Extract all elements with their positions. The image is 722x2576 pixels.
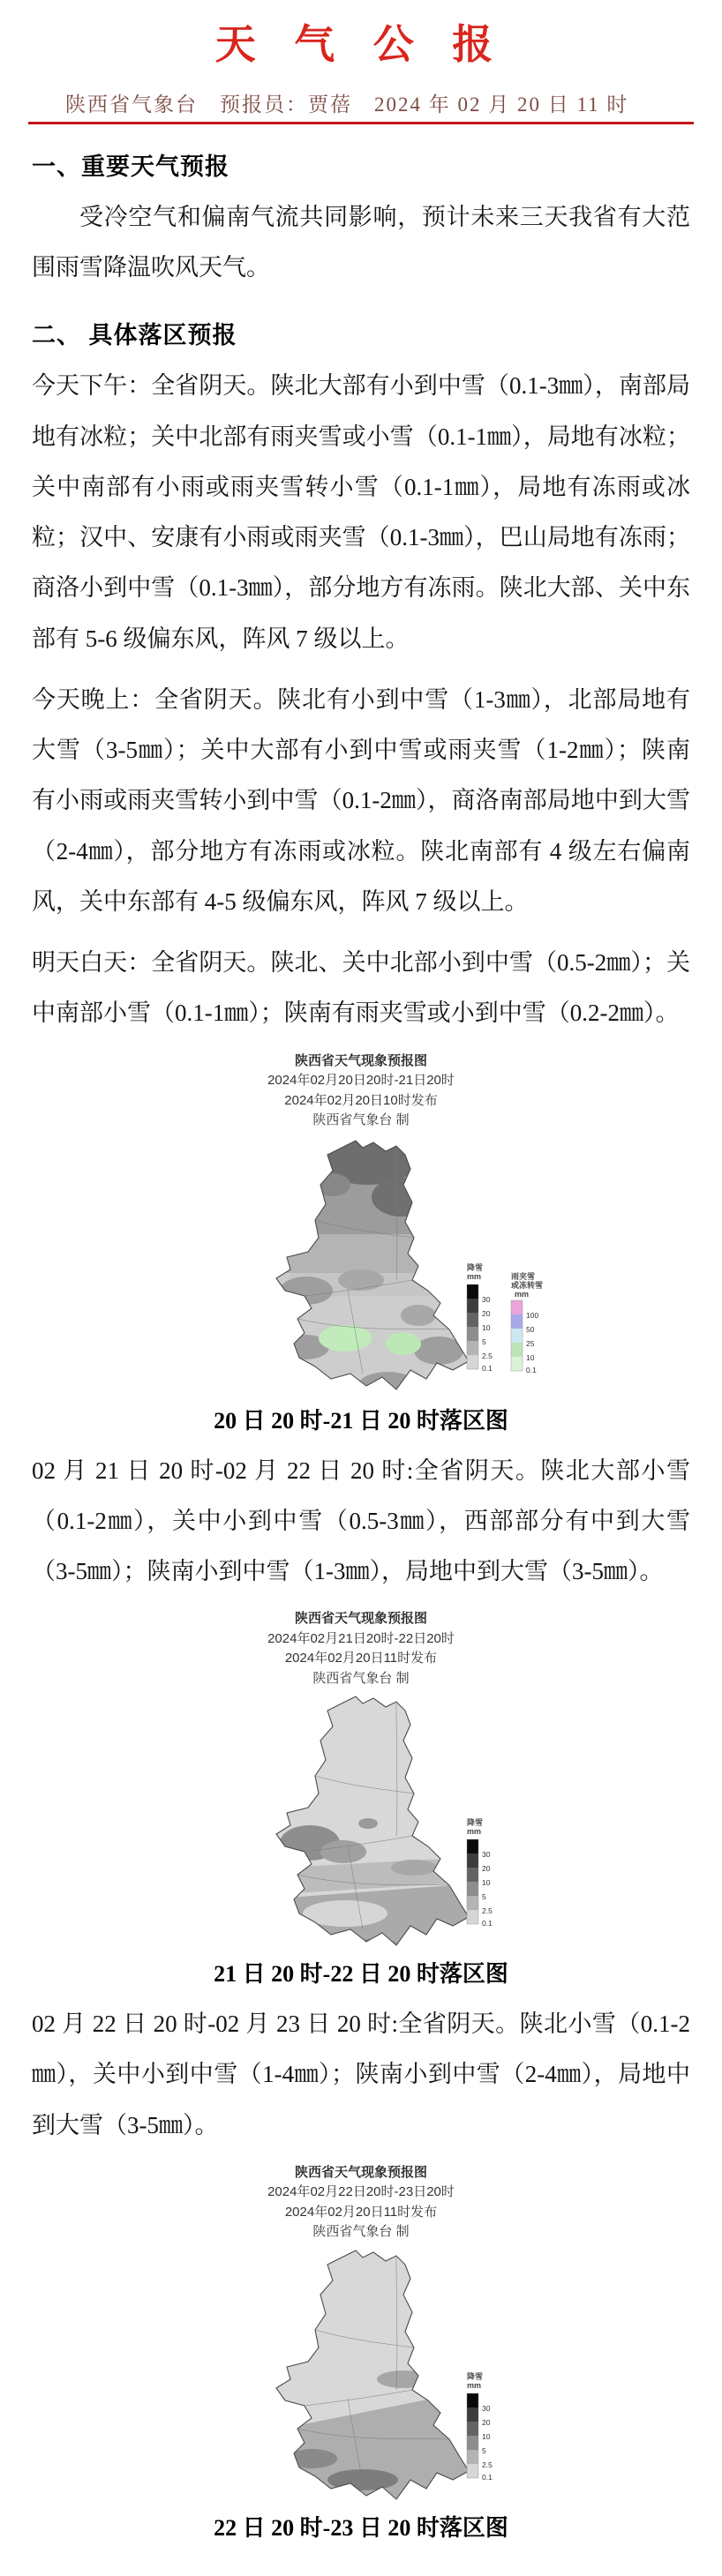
map1-issued: 2024年02月20日10时发布 [284,1092,438,1108]
svg-text:2.5: 2.5 [482,1351,493,1360]
svg-text:25: 25 [526,1338,535,1348]
map3-period: 2024年02月22日20时-23日20时 [267,2184,455,2200]
forecast-map-3 [32,2163,690,2542]
svg-text:5: 5 [482,1337,486,1346]
svg-text:10: 10 [482,1322,491,1332]
map3-header [32,2163,690,2243]
map2-header [32,1609,690,1689]
svg-text:2.5: 2.5 [482,2460,493,2469]
svg-text:20: 20 [482,2417,491,2427]
svg-text:50: 50 [526,1324,535,1334]
forecast-today-afternoon: 今天下午：全省阴天。陕北大部有小到中雪（0.1-3㎜），南部局地有冰粒；关中北部有雨夹雪或小雪（0.1-1㎜），局地有冰粒；关中南部有小雨或雨夹雪转小雪（0.1-1㎜），局地有冻雨或冰粒；汉中、安康有小雨或雨夹雪（0.1-3㎜），巴山局地有冻雨；商洛小到中雪（0.1-3㎜），部分地方有冻雨。陕北大部、关中东部有 5-6 级偏东风，阵风 7 级以上。 [32,372,690,652]
header-rule [28,122,694,124]
forecast-map-1 [32,1052,690,1435]
map1-shaanxi-map [158,1134,564,1399]
map1-title: 陕西省天气现象预报图 [294,1052,427,1068]
svg-text:雨夹雪: 雨夹雪 [511,1271,536,1281]
svg-text:降雪: 降雪 [467,1262,484,1272]
section1-paragraph: 受冷空气和偏南气流共同影响，预计未来三天我省有大范围雨雪降温吹风天气。 [32,204,690,281]
map3-maker: 陕西省气象台 制 [312,2224,410,2240]
svg-text:2.5: 2.5 [482,1906,493,1916]
forecast-tomorrow-day: 明天白天：全省阴天。陕北、关中北部小到中雪（0.5-2㎜）；关中南部小雪（0.1-1㎜）；陕南有雨夹雪或小到中雪（0.2-2㎜）。 [32,949,690,1027]
svg-text:mm: mm [467,2380,482,2390]
svg-text:5: 5 [482,2445,486,2455]
svg-text:0.1: 0.1 [482,2472,493,2482]
map2-issued: 2024年02月20日11时发布 [284,1651,438,1666]
svg-text:0.1: 0.1 [526,1365,537,1374]
forecast-map-2 [32,1609,690,1988]
map3-issued: 2024年02月20日11时发布 [284,2204,438,2220]
forecast-day2: 02 月 21 日 20 时-02 月 22 日 20 时:全省阴天。陕北大部小雪（0.1-2㎜），关中小到中雪（0.5-3㎜），西部部分有中到大雪（3-5㎜）；陕南小到中雪（1-3㎜），局地中到大雪（3-5㎜）。 [32,1456,690,1584]
svg-text:mm: mm [515,1289,530,1299]
map2-shaanxi-map [158,1692,564,1952]
map2-period: 2024年02月21日20时-22日20时 [267,1630,455,1646]
svg-text:mm: mm [467,1827,482,1837]
svg-text:0.1: 0.1 [482,1919,493,1928]
svg-text:10: 10 [482,1878,491,1888]
section1-heading: 一、重要天气预报 [32,154,229,180]
svg-text:降雪: 降雪 [467,2371,484,2381]
svg-text:5: 5 [482,1892,486,1902]
map1-shading [264,1139,476,1399]
map3-shaanxi-map [158,2246,564,2506]
map1-period: 2024年02月20日20时-21日20时 [267,1073,455,1089]
forecast-tonight: 今天晚上：全省阴天。陕北有小到中雪（1-3㎜），北部局地有大雪（3-5㎜）；关中大部有小到中雪或雨夹雪（1-2㎜）；陕南有小雨或雨夹雪转小到中雪（0.1-2㎜），商洛南部局地中到大雪（2-4㎜），部分地方有冻雨或冰粒。陕北南部有 4 级左右偏南风，关中东部有 4-5 级偏东风，阵风 7 级以上。 [32,685,690,915]
svg-text:20: 20 [482,1864,491,1874]
svg-text:20: 20 [482,1308,491,1318]
svg-text:30: 30 [482,1850,491,1860]
map3-snow-legend [467,2371,493,2482]
map2-snow-legend [467,1817,493,1928]
svg-text:降雪: 降雪 [467,1818,484,1828]
page-title: 天 气 公 报 [214,22,508,67]
map3-shading [264,2249,476,2506]
map2-maker: 陕西省气象台 制 [312,1670,410,1686]
map3-title: 陕西省天气现象预报图 [294,2164,427,2180]
map1-snow-legend [467,1262,493,1373]
svg-text:0.1: 0.1 [482,1363,493,1373]
map1-maker: 陕西省气象台 制 [312,1112,410,1128]
svg-text:100: 100 [526,1310,539,1320]
svg-text:10: 10 [482,2431,491,2441]
map1-sleet-legend [511,1271,543,1374]
map3-caption: 22 日 20 时-23 日 20 时落区图 [214,2514,508,2541]
svg-text:或冻转雪: 或冻转雪 [511,1280,544,1290]
svg-text:10: 10 [526,1352,535,1362]
section2-heading: 二、 具体落区预报 [32,322,237,349]
map1-caption: 20 日 20 时-21 日 20 时落区图 [214,1407,508,1434]
svg-text:mm: mm [467,1271,482,1281]
byline: 陕西省气象台 预报员：贾蓓 2024 年 02 月 20 日 11 时 [65,94,629,116]
map2-shading [264,1695,476,1952]
map1-header [32,1052,690,1131]
map2-caption: 21 日 20 时-22 日 20 时落区图 [214,1961,508,1988]
svg-text:30: 30 [482,1294,491,1304]
forecast-day3: 02 月 22 日 20 时-02 月 23 日 20 时:全省阴天。陕北小雪（0.1-2㎜），关中小到中雪（1-4㎜）；陕南小到中雪（2-4㎜），局地中到大雪（3-5㎜）。 [32,2011,690,2138]
map2-title: 陕西省天气现象预报图 [294,1611,427,1627]
svg-text:30: 30 [482,2403,491,2413]
